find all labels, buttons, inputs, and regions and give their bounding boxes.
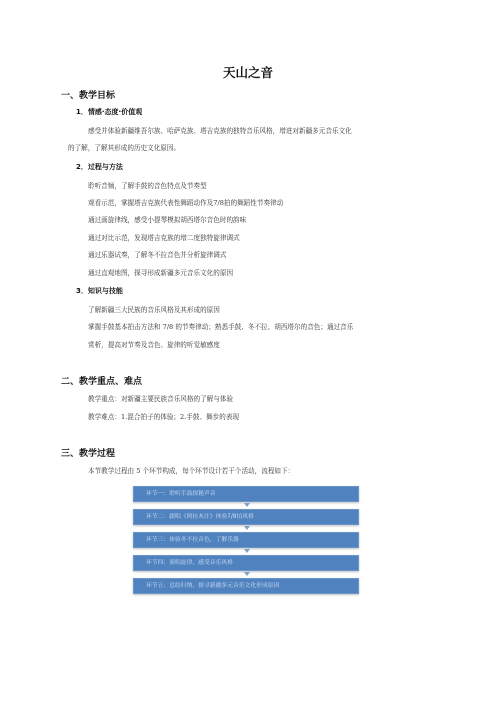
- flow-step: 环节四：演唱旋律，感受音乐风格: [133, 555, 359, 571]
- key-point-text: 教学重点：对新疆主要民族音乐风格的了解与体验: [88, 395, 234, 403]
- flow-arrow-icon: [244, 549, 250, 553]
- process-item: 通过乐器试奏，了解冬不拉音色并分析旋律调式: [88, 251, 227, 259]
- subheading-process: 2．过程与方法: [76, 163, 123, 171]
- flow-step: 环节一：聆听手鼓探秘声音: [133, 486, 359, 502]
- section-heading-key-points: 二、教学重点、难点: [61, 377, 143, 387]
- flow-arrow-icon: [244, 503, 250, 507]
- process-item: 聆听音频，了解手鼓的音色特点及节奏型: [88, 182, 207, 190]
- process-item: 通过直观地图，探寻形成新疆多元音乐文化的原因: [88, 269, 234, 277]
- paragraph-attitude-line1: 感受并体验新疆维吾尔族、哈萨克族、塔吉克族的独特音乐风格，增进对新疆多元音乐文化: [88, 127, 352, 135]
- knowledge-item: 了解新疆三大民族的音乐风格及其形成的原因: [88, 306, 220, 314]
- process-item: 观看示范，掌握塔吉克族代表性舞蹈动作及7/8拍的舞蹈性节奏律动: [88, 199, 284, 207]
- knowledge-item-line1: 掌握手鼓基本拍击方法和 7/8 的节奏律动；熟悉手鼓、冬不拉、胡西塔尔的音色；通过音乐: [88, 323, 354, 331]
- section-heading-process: 三、教学过程: [61, 449, 116, 459]
- document-title: 天山之音: [222, 65, 273, 80]
- process-item: 通过画旋律线，感受小提琴模拟胡西塔尔音色时的韵味: [88, 216, 247, 224]
- paragraph-attitude-line2: 的了解，了解其形成的历史文化原因。: [68, 144, 181, 152]
- flow-arrow-icon: [244, 526, 250, 530]
- flow-arrow-icon: [244, 572, 250, 576]
- process-item: 通过对比示范，发现塔吉克族的增二度独特旋律调式: [88, 234, 240, 242]
- section-heading-goals: 一、教学目标: [61, 91, 116, 101]
- flow-step: 环节五：总结归纳，探寻新疆多元音乐文化形成原因: [133, 578, 359, 594]
- subheading-attitude: 1．情感·态度·价值观: [76, 108, 143, 116]
- knowledge-item-line2: 赏析，提高对节奏及音色、旋律的听觉敏感度: [88, 341, 220, 349]
- flow-step: 环节三：体验冬不拉音色，了解乐器: [133, 532, 359, 548]
- subheading-knowledge: 3．知识与技能: [76, 287, 123, 295]
- process-intro: 本节教学过程由 5 个环节构成，每个环节设计若干个活动，流程如下：: [88, 467, 295, 475]
- difficulty-text: 教学难点：1.混合拍子的体验；2.手鼓、舞步的表现: [88, 413, 240, 421]
- flow-step: 环节二：跟唱《阿拉木汗》体验7/8拍风格: [133, 509, 359, 525]
